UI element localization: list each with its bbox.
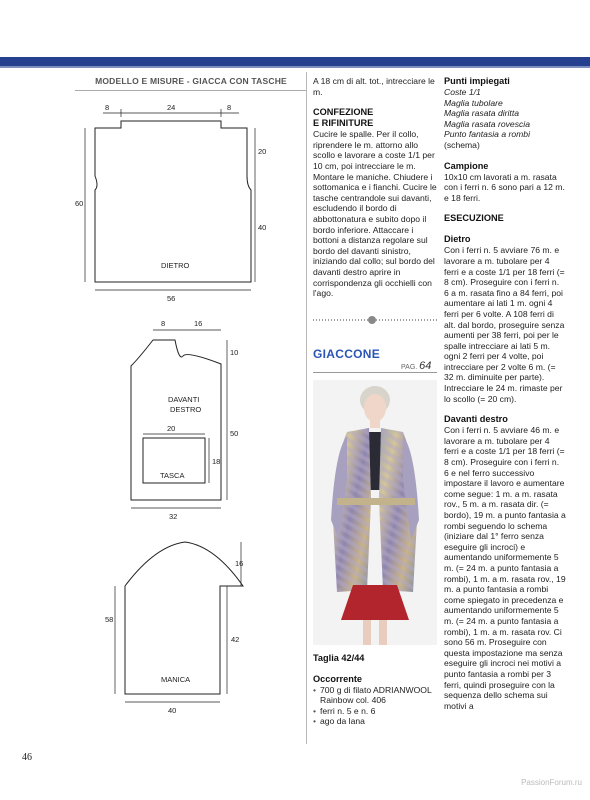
punto-item: Maglia tubolare [444, 97, 503, 108]
pocket-label: TASCA [160, 471, 185, 480]
manica-label: MANICA [161, 675, 191, 684]
davanti-dim-width: 32 [169, 512, 178, 521]
pocket-dim-width: 20 [167, 424, 176, 433]
dietro-dim-top-right: 8 [227, 103, 232, 112]
right-column [444, 76, 566, 711]
davanti-dim-height: 50 [230, 429, 239, 438]
confezione-title-1: CONFEZIONE [313, 107, 374, 118]
dietro-text: Con i ferri n. 5 avviare 76 m. e lavorare a m. tubolare per 4 ferri e a coste 1/1 per 18 ferri (= 8 cm). Proseguire con i ferri n. 6 a m. rasata fino a 84 ferri, poi aumentare ai lati 1 m. ogni 4 ferri per 6 volte. A 108 ferri di alt. dal bordo, proseguire senza aumenti per 38 ferri, poi per le spalle intrecciare ai lati 5 m. ogni 2 ferri per 4 volte, poi intrecciare per 2 volte 6 m. (= 32 m. diminuite per parte). Intrecciare le 24 m. rimaste per lo scollo (= 20 cm). [444, 245, 565, 404]
header-band [0, 57, 590, 66]
dietro-dim-top-left: 8 [105, 103, 110, 112]
punto-item: Coste 1/1 [444, 87, 481, 97]
punti-title: Punti impiegati [444, 76, 510, 86]
davanti-title: Davanti destro [444, 414, 508, 425]
campione-text: 10x10 cm lavorati a m. rasata con i ferri n. 6 sono pari a 12 m. e 18 ferri. [444, 171, 565, 203]
dietro-dim-height: 60 [75, 199, 84, 208]
davanti-text: Con i ferri n. 5 avviare 46 m. e lavorare a m. tubolare per 4 ferri e a coste 1/1 per 18 ferri (= 8 cm). Proseguire con i ferri n. 6 e nel ferro successivo impostare il lavoro e aumentare come segue: 1 m. a m. rasata rov., 5 m. a m. rasata dir. (= bordo), 19 m. a punto fantasia a rombi seguendo lo schema (iniziare dal 1° ferro senza eseguire gli incroci) e aumentando uniformemente 5 m. (= 24 m. a punto fantasia a rombi), 1 m. a m. rasata rov., 19 m. a punto fantasia a rombi come spiegato in precedenza e aumentando uniformemente 5 m. (= 24 m. a punto fantasia a rombi), 1 m. a m. rasata rov. Ci sono 56 m. Proseguire con questa impostazione ma senza eseguire gli incroci nei motivi a punto fantasia a rombi per 3 ferri, quindi proseguire con la sequenza dello schema sui motivi a [444, 425, 566, 711]
esecuzione-title: ESECUZIONE [444, 213, 504, 224]
section-title: GIACCONE [313, 347, 381, 361]
page-reference [401, 360, 431, 372]
punti-note: (schema) [444, 139, 480, 150]
dietro-dim-side-upper: 20 [258, 147, 267, 156]
occorrente-list [313, 685, 437, 727]
page-number: 46 [22, 752, 32, 763]
dietro-dim-side-lower: 40 [258, 223, 267, 232]
davanti-dim-top-right: 16 [194, 319, 203, 328]
dietro-dim-top-mid: 24 [167, 103, 176, 112]
occorrente-item: • ago da lana [313, 716, 437, 726]
davanti-dim-neck: 10 [230, 348, 239, 357]
occorrente-title: Occorrente [313, 674, 363, 684]
punto-item: Maglia rasata rovescia [444, 118, 530, 129]
confezione-text: Cucire le spalle. Per il collo, riprendere le m. attorno allo scollo e lavorare a coste 1/1 per 10 cm, poi intrecciare le m. Montare le maniche. Chiudere i sottomanica e i fianchi. Cucire le tasche centrandole sui davanti, escludendo il bordo di abbottonatura e subito dopo il bordo inferiore. Attaccare i bottoni a distanza regolare sul bordo del davanti sinistro, iniziando dal collo; sul bordo del davanti destro aprire in corrispondenza gli occhielli con l'ago. [313, 129, 437, 299]
dietro-shape [95, 121, 251, 282]
schema-svg [75, 76, 307, 736]
pocket-dim-height: 18 [212, 457, 221, 466]
model-photo [313, 380, 437, 645]
section-rule [313, 372, 437, 373]
manica-dim-length: 58 [105, 615, 114, 624]
measurement-diagram [75, 76, 307, 736]
dietro-title: Dietro [444, 234, 471, 245]
middle-column [313, 76, 437, 299]
punto-item: Maglia rasata diritta [444, 108, 519, 119]
manica-shape [125, 542, 243, 694]
campione-title: Campione [444, 160, 489, 171]
page-ref-number: 64 [419, 360, 432, 372]
confezione-title-2: E RIFINITURE [313, 118, 374, 129]
header-band-edge [0, 66, 590, 68]
manica-dim-width: 40 [168, 706, 177, 715]
occorrente-item: • ferri n. 5 e n. 6 [313, 706, 437, 716]
middle-bottom [313, 653, 437, 727]
diagram-title: MODELLO E MISURE - GIACCA CON TASCHE [95, 76, 287, 86]
taglia: Taglia 42/44 [313, 653, 365, 663]
davanti-dim-top-left: 8 [161, 319, 166, 328]
column-divider [306, 72, 307, 744]
dietro-dim-width: 56 [167, 294, 176, 303]
intro-text: A 18 cm di alt. tot., intrecciare le m. [313, 76, 435, 97]
page-ref-label: PAG. [401, 364, 418, 371]
manica-dim-lower: 42 [231, 635, 240, 644]
watermark: PassionForum.ru [521, 778, 582, 787]
occorrente-item: • 700 g di filato ADRIANWOOL Rainbow col. 406 [313, 685, 437, 706]
section-separator [313, 316, 437, 324]
davanti-label-1: DAVANTI [168, 395, 200, 404]
punto-item: Punto fantasia a rombi [444, 129, 530, 140]
davanti-label-2: DESTRO [170, 405, 202, 414]
manica-dim-cap: 16 [235, 559, 244, 568]
dietro-label: DIETRO [161, 261, 190, 270]
